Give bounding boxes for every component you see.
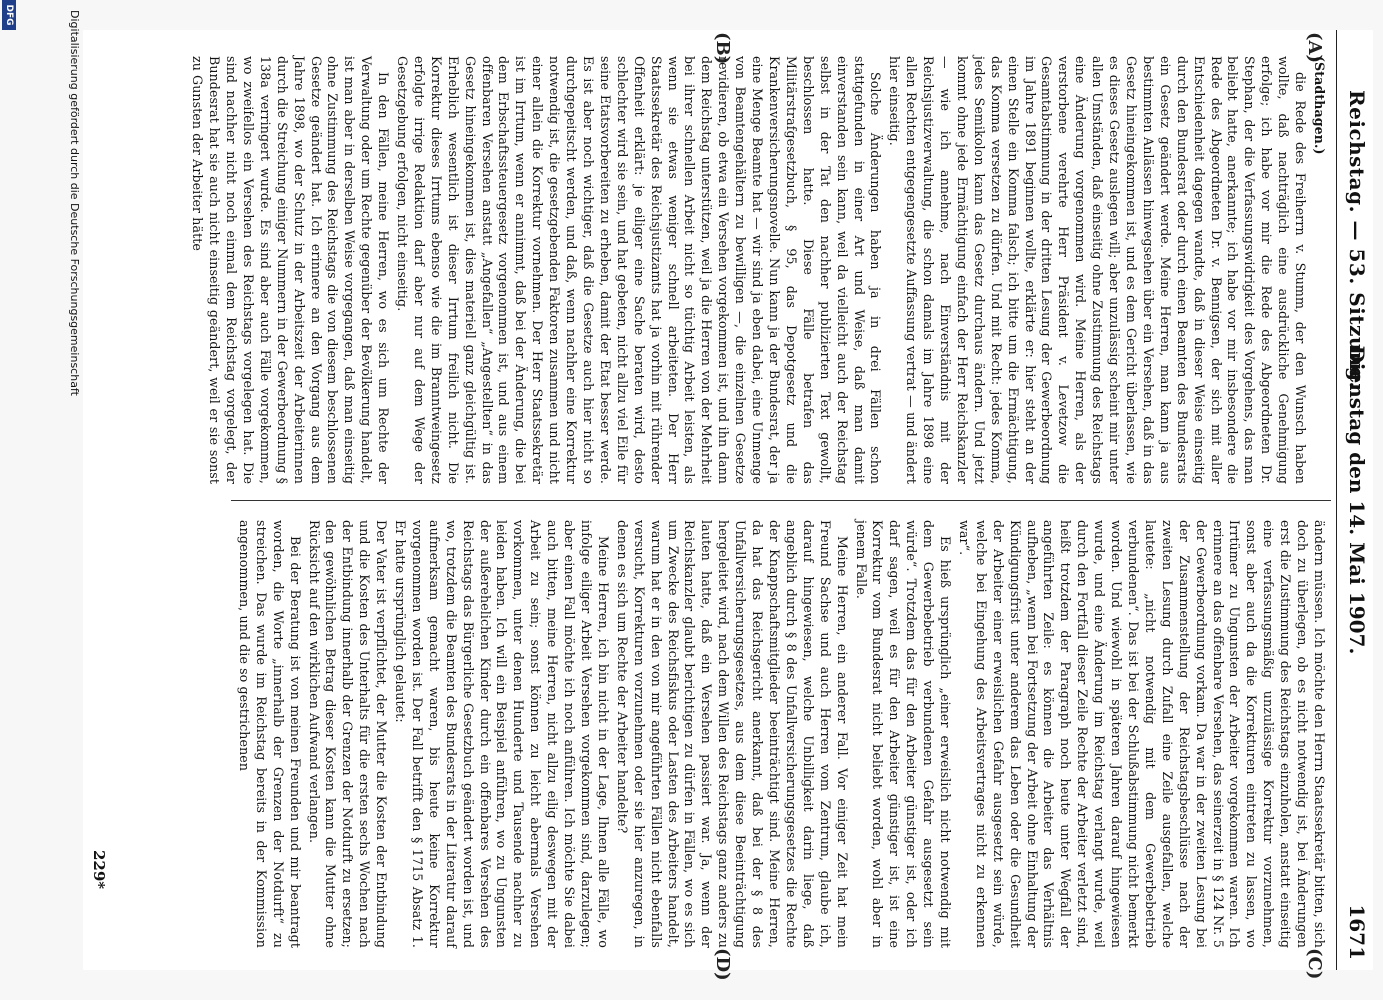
- dfg-logo-icon: DFG: [2, 0, 16, 30]
- right-text-column: [233, 520, 1327, 948]
- digitization-credit: [13, 0, 83, 1000]
- margin-letter-d: (D): [712, 948, 733, 981]
- margin-letter-b: (B): [712, 32, 733, 65]
- paragraph: ändern müssen. Ich möchte den Herrn Staatssekretär bitten, sich doch zu überlegen, ob es nicht notwendig ist, bei Änderungen erst die Zustimmung des Reichstags einzuholen, anstatt einseitig eine verfassungsmäßig unzulässige Korrektur vorzunehmen, sonst aber auch da die Korrekturen eintreten zu lassen, wo Irrtümer zu Ungunsten der Arbeiter vorgekommen waren. Ich erinnere an das offenbare Versehen, das seinerzeit in § 124 Nr. 5 der Gewerbeordnung vorkam. Da war in der zweiten Lesung bei der Zusammenstellung der Reichstagsbeschlüsse nach der zweiten Lesung durch Zufall eine Zeile ausgefallen, welche lautete: „nicht notwendig mit dem Gewerbebetrieb verbundenen“. Das ist bei der Schlußabstimmung nicht bemerkt worden. Und wiewohl in späteren Jahren darauf hingewiesen wurde, und eine Änderung im Reichstag verlangt wurde, weil durch den Fortfall dieser Zeile Rechte der Arbeiter verletzt sind, heißt trotzdem der Paragraph noch heute unter Wegfall der angeführten Zeile: es können die Arbeiter das Verhältnis aufheben, „wenn bei Fortsetzung der Arbeit ohne Einhaltung der Kündigungsfrist unter anderem das Leben oder die Gesundheit der Arbeiter einer erweislichen Gefahr ausgesetzt sein würde, welche bei Eingehung des Arbeitsvertrages nicht zu erkennen war“.: [956, 520, 1327, 948]
- paragraph: die Rede des Freiherrn v. Stumm, der den Wunsch haben wollte, daß nachträglich eine ausdrückliche Genehmigung erfolge; ich habe vor mir die Rede des Abgeordneten Dr. Stephan, der die Verfassungswidrigkeit des Vorgehens, das man beliebt hatte, anerkannte; ich habe vor mir insbesondere die Rede des Abgeordneten Dr. v. Bennigsen, der sich mit aller Entschiedenheit dagegen wandte, daß in dieser Weise einseitig durch den Bundesrat oder durch einen Beamten des Bundesrats ein Gesetz geändert werde. Meine Herren, man kann ja aus bestimmten Anlässen hinwegsehen über ein Versehen, daß in das Gesetz hineingekommen ist, und es dem Gericht überlassen, wie es dieses Gesetz auslegen will; aber unzulässig scheint mir unter allen Umständen, daß einseitig ohne Zustimmung des Reichstags eine Änderung vorgenommen wird. Meine Herren, als der verstorbene verehrte Herr Präsident v. Levetzow die Gesamtabstimmung in der dritten Lesung der Gewerbeordnung im Jahre 1891 beginnen wollte, erklärte er: hier steht an der einen Stelle ein Komma falsch; ich bitte um die Ermächtigung, das Komma versetzen zu dürfen. Und mit Recht: jedes Komma, jedes Semikolon kann das Gesetz durchaus ändern. Und jetzt kommt ohne jede Ermächtigung einfach der Herr Reichskanzler — wie ich annehme, nach Einverständnis mit der Reichsjustizverwaltung, die schon damals im Jahre 1898 eine allen Rechten entgegengesetzte Auffassung vertrat — und ändert hier einseitig.: [887, 56, 1309, 484]
- left-text-column: [186, 56, 1327, 484]
- sheet-mark: 229*: [90, 850, 108, 890]
- paragraph: Meine Herren, ich bin nicht in der Lage, Ihnen alle Fälle, wo infolge eiliger Arbeit Versehen vorgekommen sind, darzulegen; aber einen Fall möchte ich noch anführen. Ich möchte Sie dabei auch bitten, meine Herren, nicht allzu eilig deswegen mit der Arbeit zu sein; sonst können zu leicht abermals Versehen vorkommen, unter denen Hunderte und Tausende nachher zu leiden haben. Ich will ein Beispiel anführen, wo zu Ungunsten der außerehelichen Kinder durch ein offenbares Versehen des Reichstags das Bürgerliche Gesetzbuch geändert worden ist, und wo, trotzdem die Beamten des Bundesrats in der Literatur darauf aufmerksam gemacht waren, bis heute keine Korrektur vorgenommen worden ist. Der Fall betrifft den § 1715 Absatz 1. Er hatte ursprünglich gelautet:: [393, 520, 611, 948]
- header-page-number: 1671: [1345, 904, 1369, 960]
- margin-letter-c: (C): [1304, 948, 1325, 980]
- header-date: Dienstag den 14. Mai 1907.: [1345, 345, 1369, 655]
- paragraph: Bei der Beratung ist von meinen Freunden und mir beantragt worden, die Worte „innerhalb der Grenzen der Notdurft“ zu streichen. Das wurde im Reichstag bereits in der Kommission angenommen, und die so gestrichenen: [236, 520, 303, 948]
- paragraph: Es hieß ursprünglich „einer erweislich nicht notwendig mit dem Gewerbebetrieb verbundenen Gefahr ausgesetzt sein würde“. Trotzdem das für den Arbeiter günstiger ist, oder ich darf sagen, weil es für den Arbeiter günstiger ist, ist eine Korrektur vom Bundesrat nicht beliebt worden, wohl aber in jenem Falle.: [853, 520, 954, 948]
- margin-letter-a: (A): [1304, 32, 1325, 63]
- speaker-label: (Stadthagen.): [1312, 56, 1327, 155]
- page-header: [1336, 30, 1373, 970]
- paragraph: Solche Änderungen haben ja in drei Fällen schon stattgefunden in einer Art und Weise, daß man damit einverstanden sein kann, weil da vielleicht auch der Reichstag selbst in der Tat den nachher publizierten Text gewollt, beschlossen hatte. Diese Fälle betrafen das Militärstrafgesetzbuch, § 95, das Depotgesetz und die Krankenversicherungsnovelle. Nun kann ja der Bundesrat, der ja eine Menge Beamte hat — wir sind ja eben dabei, eine Unmenge von Beamtengehältern zu bewilligen —, die einzelnen Gesetze revidieren, ob etwa ein Versehen vorgekommen ist, und ihn dann dem Reichstag unterstützen, weil ja die Herren von der Mehrheit bei ihrer schnellen Arbeit nicht so tüchtig Arbeit leisten, als wenn sie etwas weniger schnell arbeiteten. Der Herr Staatssekretär des Reichsjustizamts hat ja vorhin mit rührender Offenheit erklärt: je eiliger eine Sache beraten wird, desto schlechter wird sie sein, und hat gebeten, nicht allzu viel Eile für seine Etatsvorbereiten zu erheben, damit der Etat besser werde. Es ist aber noch wichtiger, daß die Gesetze auch hier nicht so durchgepeitscht werden, und daß, wenn nachher eine Korrektur notwendig ist, die gesetzgebenden Faktoren zusammen und nicht einer allein die Korrektur vornehmen. Der Herr Staatssekretär ist im Irrtum, wenn er annimmt, daß bei der Änderung, die bei dem Erbschaftssteuergesetz vorgenommen ist, und aus einem offenbaren Versehen anstatt „Angefallen“ „Angestellten“ in das Gesetz hineingekommen ist, dies materiell ganz gleichgültig ist. Erheblich wesentlich ist dieser Irrtum freilich nicht. Die Korrektur dieses Irrtums ebenso wie die im Branntweingesetz erfolgte irrige Redaktion darf aber nur auf dem Wege der Gesetzgebung erfolgen, nicht einseitig.: [395, 56, 884, 484]
- paragraph: In den Fällen, meine Herren, wo es sich um Rechte der Verwaltung oder um Rechte gegenüber der Bevölkerung handelt, ist man aber in derselben Weise vorgegangen, daß man einseitig ohne Zustimmung des Reichstags die von diesem beschlossenen Gesetze geändert hat. Ich erinnere an den Vorgang aus dem Jahre 1898, wo der Schutz in der Arbeitszeit der Arbeiterinnen durch die Streichung einiger Nummern in der Gewerbeordnung § 138a verringert wurde. Es sind aber auch Fälle vorgekommen, wo zweifellos ein Versehen des Reichstags vorgelegen hat. Die sind nachher nicht noch einmal dem Reichstag vorgelegt, der Bundesrat hat sie auch nicht einseitig geändert, weil er sie sonst zu Gunsten der Arbeiter hätte: [190, 56, 392, 484]
- quoted-law-text: Der Vater ist verpflichtet, der Mutter die Kosten der Entbindung und die Kosten des Unterhalts für die ersten sechs Wochen nach der Entbindung innerhalb der Grenzen der Notdurft zu ersetzen; den gewöhnlichen Betrag dieser Kosten kann die Mutter ohne Rücksicht auf den wirklichen Aufwand verlangen.: [306, 520, 390, 948]
- column-divider: [231, 500, 1331, 501]
- document-page: [83, 30, 1373, 981]
- header-title-left: Reichstag. — 53. Sitzung.: [1345, 90, 1369, 389]
- paragraph: Meine Herren, ein anderer Fall. Vor einiger Zeit hat mein Freund Sachse und auch Herren vom Zentrum, glaube ich, darauf hingewiesen, welche Unbilligkeit darin liege, daß angeblich durch § 8 des Unfallversicherungsgesetzes die Rechte der Knappschaftsmitglieder beeinträchtigt sind. Meine Herren, da hat das Reichsgericht anerkannt, daß bei der § 8 des Unfallversicherungsgesetzes, aus dem diese Beeinträchtigung hergeleitet wird, nach dem Willen des Reichstags ganz anders zu lauten hatte, daß ein Versehen passiert war. Ja, wenn der Reichskanzler glaubt berichtigen zu dürfen in Fällen, wo es sich um Zwecke des Reichsfiskus oder Lasten des Arbeiters handelt, warum hat er in den von mir angeführten Fällen nicht ebenfalls versucht, Korrekturen vorzunehmen oder sie hier anzuregen, in denen es sich um Rechte der Arbeiter handelte?: [614, 520, 850, 948]
- credit-text: Digitalisierung gefördert durch die Deutsche Forschungsgemeinschaft: [68, 10, 81, 396]
